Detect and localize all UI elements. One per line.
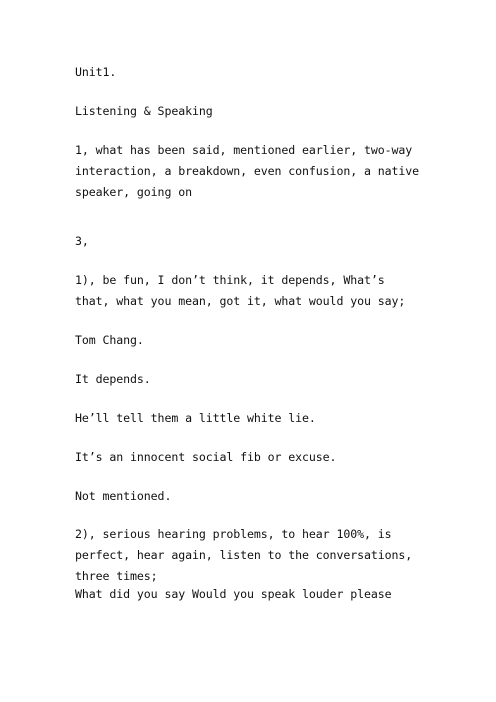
item-1-paragraph: 1, what has been said, mentioned earlier, two-way interaction, a breakdown, even confusion, a native speaker, going on: [75, 143, 420, 199]
subitem-1-paragraph: 1), be fun, I don’t think, it depends, What’s that, what you mean, got it, what would you say;: [75, 273, 406, 308]
answer-line: Not mentioned.: [75, 489, 172, 503]
answer-line: Tom Chang.: [75, 333, 144, 347]
answer-line: It depends.: [75, 372, 151, 386]
section-title: Listening & Speaking: [75, 104, 213, 118]
subitem-2-paragraph: 2), serious hearing problems, to hear 100%, is perfect, hear again, listen to the conversations, three times;: [75, 527, 413, 583]
answer-line: It’s an innocent social fib or excuse.: [75, 450, 337, 464]
unit-title: Unit1.: [75, 65, 117, 79]
answer-line: He’ll tell them a little white lie.: [75, 411, 316, 425]
final-question-line: What did you say Would you speak louder please: [75, 587, 392, 601]
item-3-label: 3,: [75, 234, 89, 248]
